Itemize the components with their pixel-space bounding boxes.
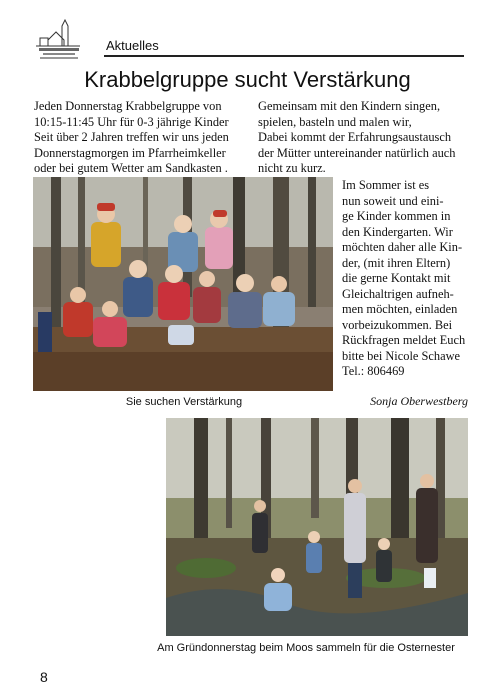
photo-caption-1: Sie suchen Verstärkung <box>125 396 243 408</box>
text-line: Seit über 2 Jahren treffen wir uns jeden <box>34 130 229 144</box>
parish-logo <box>34 16 84 62</box>
text-line: oder bei gutem Wetter am Sandkasten . <box>34 161 228 175</box>
text-column-2 <box>258 99 470 177</box>
photo-moss-collecting <box>166 418 468 636</box>
text-line: Jeden Donnerstag Krabbelgruppe von <box>34 99 222 113</box>
header-divider <box>104 55 464 57</box>
text-line: ge Kinder kommen in <box>342 209 451 223</box>
text-line: Gemeinsam mit den Kindern singen, <box>258 99 441 113</box>
section-label: Aktuelles <box>106 38 159 53</box>
text-line: vorbeizukommen. Bei <box>342 317 453 332</box>
text-line: spielen, basteln und malen wir, <box>258 114 412 129</box>
text-line: bitte bei Nicole Schawe <box>342 348 461 363</box>
text-line: Im Sommer ist es <box>342 178 430 192</box>
text-line: Tel.: 806469 <box>342 364 405 378</box>
text-line: Gleichaltrigen aufneh- <box>342 286 454 301</box>
text-line: 10:15-11:45 Uhr für 0-3 jährige Kinder <box>34 114 229 129</box>
text-line: nicht zu kurz. <box>258 161 326 175</box>
text-line: Donnerstagmorgen im Pfarrheimkeller <box>34 145 226 160</box>
article-title: Krabbelgruppe sucht Verstärkung <box>84 67 411 92</box>
text-column-1 <box>34 99 246 177</box>
text-line: der, (mit ihren Eltern) <box>342 255 451 270</box>
text-line: Dabei kommt der Erfahrungsaustausch <box>258 130 452 144</box>
text-line: die gerne Kontakt mit <box>342 271 451 285</box>
text-line: der Mütter untereinander natürlich auch <box>258 145 456 160</box>
text-line: möchten daher alle Kin- <box>342 240 463 254</box>
page-number: 8 <box>40 669 48 685</box>
text-column-3 <box>342 178 468 380</box>
text-line: men möchten, einladen <box>342 302 458 316</box>
text-line: Rückfragen meldet Euch <box>342 333 466 347</box>
text-line: den Kindergarten. Wir <box>342 224 453 239</box>
text-line: nun soweit und eini- <box>342 193 444 208</box>
author-signature: Sonja Oberwestberg <box>370 394 468 408</box>
photo-caption-2: Am Gründonnerstag beim Moos sammeln für die Osternester <box>157 642 455 654</box>
photo-toddler-group <box>33 177 333 391</box>
